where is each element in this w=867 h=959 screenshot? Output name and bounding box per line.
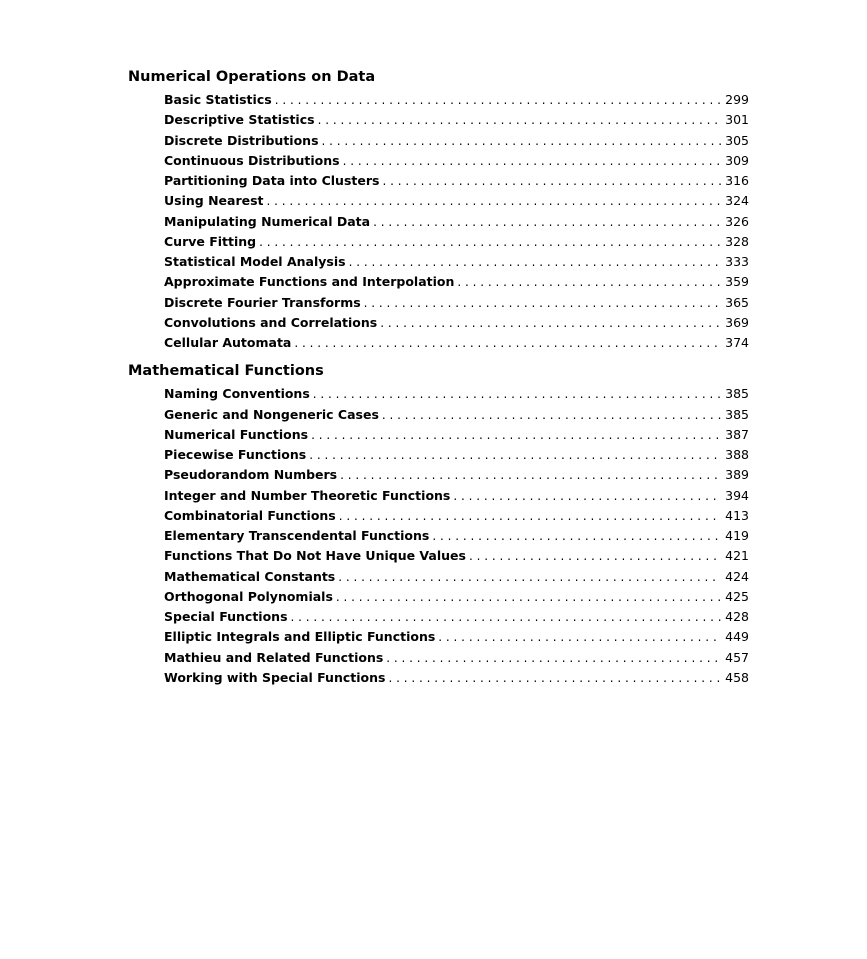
- toc-entry-page[interactable]: 449: [725, 629, 749, 645]
- toc-entry[interactable]: [164, 425, 749, 445]
- toc-entry-page[interactable]: 458: [725, 669, 749, 685]
- toc-entry-title[interactable]: Elliptic Integrals and Elliptic Functions: [164, 629, 436, 645]
- toc-entry[interactable]: [164, 191, 749, 211]
- toc-entry-title[interactable]: Discrete Distributions: [164, 132, 319, 148]
- toc-entry[interactable]: [164, 506, 749, 526]
- toc-entry[interactable]: [164, 313, 749, 333]
- toc-entry[interactable]: [164, 445, 749, 465]
- toc-entry-title[interactable]: Mathieu and Related Functions: [164, 649, 384, 665]
- dot-leader: [309, 445, 721, 465]
- dot-leader: [291, 607, 722, 627]
- toc-entry[interactable]: [164, 607, 749, 627]
- toc-entry-list: [128, 384, 749, 688]
- toc-entry-page[interactable]: 388: [725, 447, 749, 462]
- toc-entry[interactable]: [164, 272, 749, 292]
- toc-entry-page[interactable]: 394: [725, 487, 749, 503]
- dot-leader: [386, 648, 721, 668]
- toc-entry-list: [128, 90, 749, 353]
- toc-entry-title[interactable]: Mathematical Constants: [164, 568, 336, 584]
- dot-leader: [275, 90, 721, 110]
- toc-entry-page[interactable]: 324: [725, 193, 749, 209]
- toc-entry[interactable]: [164, 405, 749, 425]
- dot-leader: [432, 526, 721, 546]
- dot-leader: [457, 272, 721, 292]
- toc-entry[interactable]: [164, 151, 749, 171]
- toc-entry-page[interactable]: 365: [725, 294, 749, 310]
- toc-entry[interactable]: [164, 587, 749, 607]
- toc-entry-title[interactable]: Approximate Functions and Interpolation: [164, 274, 455, 290]
- toc-entry-title[interactable]: Convolutions and Correlations: [164, 314, 378, 330]
- toc-entry-page[interactable]: 421: [725, 548, 749, 564]
- toc-entry-title[interactable]: Working with Special Functions: [164, 669, 386, 685]
- toc-entry-page[interactable]: 389: [725, 467, 749, 483]
- toc-entry[interactable]: [164, 668, 749, 688]
- toc-entry-title[interactable]: Cellular Automata: [164, 335, 292, 350]
- toc-entry[interactable]: [164, 110, 749, 130]
- toc-entry-page[interactable]: 428: [725, 609, 749, 624]
- toc-entry-title[interactable]: Curve Fitting: [164, 233, 257, 249]
- toc-entry-page[interactable]: 424: [725, 568, 749, 584]
- toc-entry[interactable]: [164, 567, 749, 587]
- dot-leader: [380, 313, 721, 333]
- toc-entry[interactable]: [164, 648, 749, 668]
- toc-entry[interactable]: [164, 252, 749, 272]
- toc-entry[interactable]: [164, 546, 749, 566]
- toc-entry[interactable]: [164, 171, 749, 191]
- toc-entry-page[interactable]: 425: [725, 588, 749, 604]
- dot-leader: [469, 546, 721, 566]
- toc-entry[interactable]: [164, 293, 749, 313]
- dot-leader: [364, 293, 721, 313]
- dot-leader: [313, 384, 721, 404]
- toc-entry-page[interactable]: 385: [725, 386, 749, 402]
- toc-section: [128, 361, 749, 688]
- dot-leader: [349, 252, 722, 272]
- toc-entry-page[interactable]: 419: [725, 528, 749, 543]
- dot-leader: [267, 191, 722, 211]
- toc-entry[interactable]: [164, 526, 749, 546]
- toc-entry-title[interactable]: Elementary Transcendental Functions: [164, 528, 430, 543]
- toc-entry-title[interactable]: Special Functions: [164, 609, 288, 624]
- toc-entry-title[interactable]: Naming Conventions: [164, 386, 310, 402]
- toc-entry-page[interactable]: 309: [725, 152, 749, 168]
- toc-entry[interactable]: [164, 384, 749, 404]
- toc-entry-page[interactable]: 369: [725, 314, 749, 330]
- toc-entry-page[interactable]: 385: [725, 406, 749, 422]
- section-title: Mathematical Functions: [128, 363, 324, 380]
- toc-entry-title[interactable]: Pseudorandom Numbers: [164, 467, 338, 483]
- dot-leader: [382, 405, 721, 425]
- toc-entry-title[interactable]: Using Nearest: [164, 193, 264, 209]
- toc-entry-title[interactable]: Descriptive Statistics: [164, 112, 315, 128]
- dot-leader: [259, 232, 721, 252]
- toc-entry-title[interactable]: Discrete Fourier Transforms: [164, 294, 361, 310]
- dot-leader: [322, 131, 722, 151]
- toc-entry-page[interactable]: 305: [725, 132, 749, 148]
- toc-entry-page[interactable]: 316: [725, 173, 749, 188]
- toc-entry-title[interactable]: Basic Statistics: [164, 92, 272, 107]
- dot-leader: [294, 333, 721, 353]
- dot-leader: [336, 587, 721, 607]
- toc-entry-title[interactable]: Generic and Nongeneric Cases: [164, 406, 379, 422]
- dot-leader: [388, 668, 721, 688]
- dot-leader: [453, 486, 721, 506]
- toc-entry-page[interactable]: 457: [725, 649, 749, 665]
- toc-entry[interactable]: [164, 333, 749, 353]
- dot-leader: [343, 151, 722, 171]
- toc-entry-title[interactable]: Integer and Number Theoretic Functions: [164, 487, 451, 503]
- toc-entry-title[interactable]: Combinatorial Functions: [164, 507, 336, 523]
- toc-entry-title[interactable]: Partitioning Data into Clusters: [164, 173, 380, 188]
- toc-entry-page[interactable]: 326: [725, 213, 749, 229]
- toc-entry[interactable]: [164, 232, 749, 252]
- dot-leader: [339, 506, 721, 526]
- toc-section: [128, 67, 749, 353]
- toc-entry-page[interactable]: 333: [725, 254, 749, 269]
- dot-leader: [340, 465, 721, 485]
- dot-leader: [318, 110, 722, 130]
- toc-entry-page[interactable]: 299: [725, 92, 749, 107]
- toc-entry-page[interactable]: 359: [725, 274, 749, 290]
- toc-entry[interactable]: [164, 486, 749, 506]
- toc-entry-title[interactable]: Orthogonal Polynomials: [164, 588, 333, 604]
- section-title: Numerical Operations on Data: [128, 69, 376, 85]
- toc-entry[interactable]: [164, 90, 749, 110]
- toc-entry-title[interactable]: Continuous Distributions: [164, 152, 340, 168]
- toc-entry[interactable]: [164, 465, 749, 485]
- dot-leader: [382, 171, 721, 191]
- toc-entry-page[interactable]: 374: [725, 335, 749, 350]
- toc-entry-page[interactable]: 413: [725, 507, 749, 523]
- toc-entry-title[interactable]: Manipulating Numerical Data: [164, 213, 371, 229]
- toc-entry-page[interactable]: 301: [725, 112, 749, 128]
- dot-leader: [438, 627, 721, 647]
- table-of-contents: [128, 67, 749, 688]
- toc-entry-page[interactable]: 387: [725, 426, 749, 442]
- toc-entry[interactable]: [164, 131, 749, 151]
- toc-entry-title[interactable]: Functions That Do Not Have Unique Values: [164, 548, 466, 564]
- toc-entry[interactable]: [164, 627, 749, 647]
- dot-leader: [338, 567, 721, 587]
- toc-entry-title[interactable]: Numerical Functions: [164, 426, 309, 442]
- dot-leader: [373, 212, 721, 232]
- toc-entry-title[interactable]: Piecewise Functions: [164, 447, 307, 462]
- dot-leader: [311, 425, 721, 445]
- toc-entry[interactable]: [164, 212, 749, 232]
- toc-entry-title[interactable]: Statistical Model Analysis: [164, 254, 346, 269]
- toc-entry-page[interactable]: 328: [725, 233, 749, 249]
